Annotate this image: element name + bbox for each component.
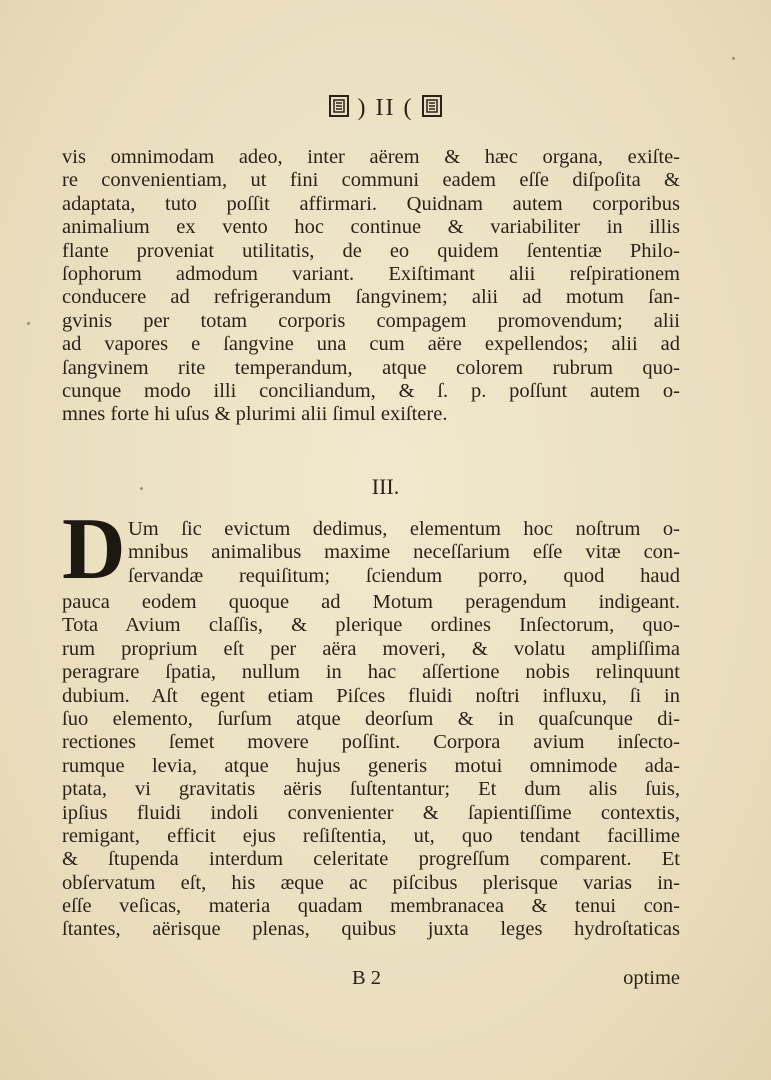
catchword: optime: [623, 967, 680, 989]
section-heading: III.: [371, 474, 400, 499]
signature-mark: B 2: [352, 967, 382, 989]
text-line: ſervandæ requiſitum; ſciendum porro, quod haud: [128, 564, 680, 587]
running-header: ) II (: [0, 94, 771, 125]
text-line: adaptata, tuto poſſit affirmari. Quidnam autem corporibus: [62, 192, 680, 215]
text-line: rectiones ſemet movere poſſint. Corpora avium inſecto-: [62, 731, 680, 754]
page-footer: [62, 966, 680, 990]
text-line: ipſius fluidi indoli convenienter & ſapientiſſime contextis,: [62, 801, 680, 824]
text-line: mnibus animalibus maxime neceſſarium eſſe vitæ con-: [128, 541, 680, 564]
drop-cap: D: [62, 501, 126, 598]
text-line: ſuo elemento, ſurſum atque deorſum & in quaſcunque di-: [62, 707, 680, 730]
text-line: animalium ex vento hoc continue & variabiliter in illis: [62, 216, 680, 239]
text-line: cunque modo illi conciliandum, & ſ. p. poſſunt autem o-: [62, 379, 680, 402]
text-line: ſtantes, aërisque plenas, quibus juxta leges hydroſtaticas: [62, 918, 680, 941]
text-line: flante proveniat utilitatis, de eo quidem ſententiæ Philo-: [62, 239, 680, 262]
text-line: & ſtupenda interdum celeritate progreſſum comparent. Et: [62, 848, 680, 871]
text-line: ſangvinem rite temperandum, atque colorem rubrum quo-: [62, 356, 680, 379]
text-line: pauca eodem quoque ad Motum peragendum indigeant.: [62, 591, 680, 613]
paper-speck: [732, 57, 735, 60]
text-line: ſophorum admodum variant. Exiſtimant alii reſpirationem: [62, 262, 680, 285]
text-line: rum proprium eſt per aëra moveri, & volatu ampliſſima: [62, 637, 680, 660]
text-line: Um ſic evictum dedimus, elementum hoc noſtrum o-: [128, 518, 680, 540]
text-line: mnes forte hi uſus & plurimi alii ſimul exiſtere.: [62, 403, 448, 426]
text-line: vis omnimodam adeo, inter aërem & hæc organa, exiſte-: [62, 146, 680, 168]
text-line: remigant, efficit ejus reſiſtentia, ut, quo tendant facillime: [62, 824, 680, 847]
page-number: II: [375, 95, 396, 122]
text-line: dubium. Aſt egent etiam Piſces fluidi noſtri influxu, ſi in: [62, 684, 680, 707]
text-line: obſervatum eſt, his æque ac piſcibus plerisque varias in-: [62, 871, 680, 894]
paragraph-2: [62, 591, 680, 942]
text-line: Tota Avium claſſis, & plerique ordines Inſectorum, quo-: [62, 614, 680, 637]
text-line: eſſe veſicas, materia quadam membranacea & tenui con-: [62, 895, 680, 918]
paper-speck: [27, 322, 30, 325]
text-line: gvinis per totam corporis compagem promovendum; alii: [62, 309, 680, 332]
text-line: ad vapores e ſangvine una cum aëre expellendos; alii ad: [62, 333, 680, 356]
paragraph-2-indented: [128, 518, 680, 588]
paragraph-1: [62, 146, 680, 427]
ornament-icon: [421, 94, 443, 125]
ornament-icon: [328, 94, 350, 125]
text-line: conducere ad refrigerandum ſangvinem; alii ad motum ſan-: [62, 286, 680, 309]
text-line: peragrare ſpatia, nullum in hac aſſertione nobis relinquunt: [62, 661, 680, 684]
text-line: ptata, vi gravitatis aëris ſuſtentantur; Et dum alis ſuis,: [62, 778, 680, 801]
text-line: rumque levia, atque hujus generis motui omnimode ada-: [62, 754, 680, 777]
text-line: re convenientiam, ut fini communi eadem eſſe diſpoſita &: [62, 169, 680, 192]
